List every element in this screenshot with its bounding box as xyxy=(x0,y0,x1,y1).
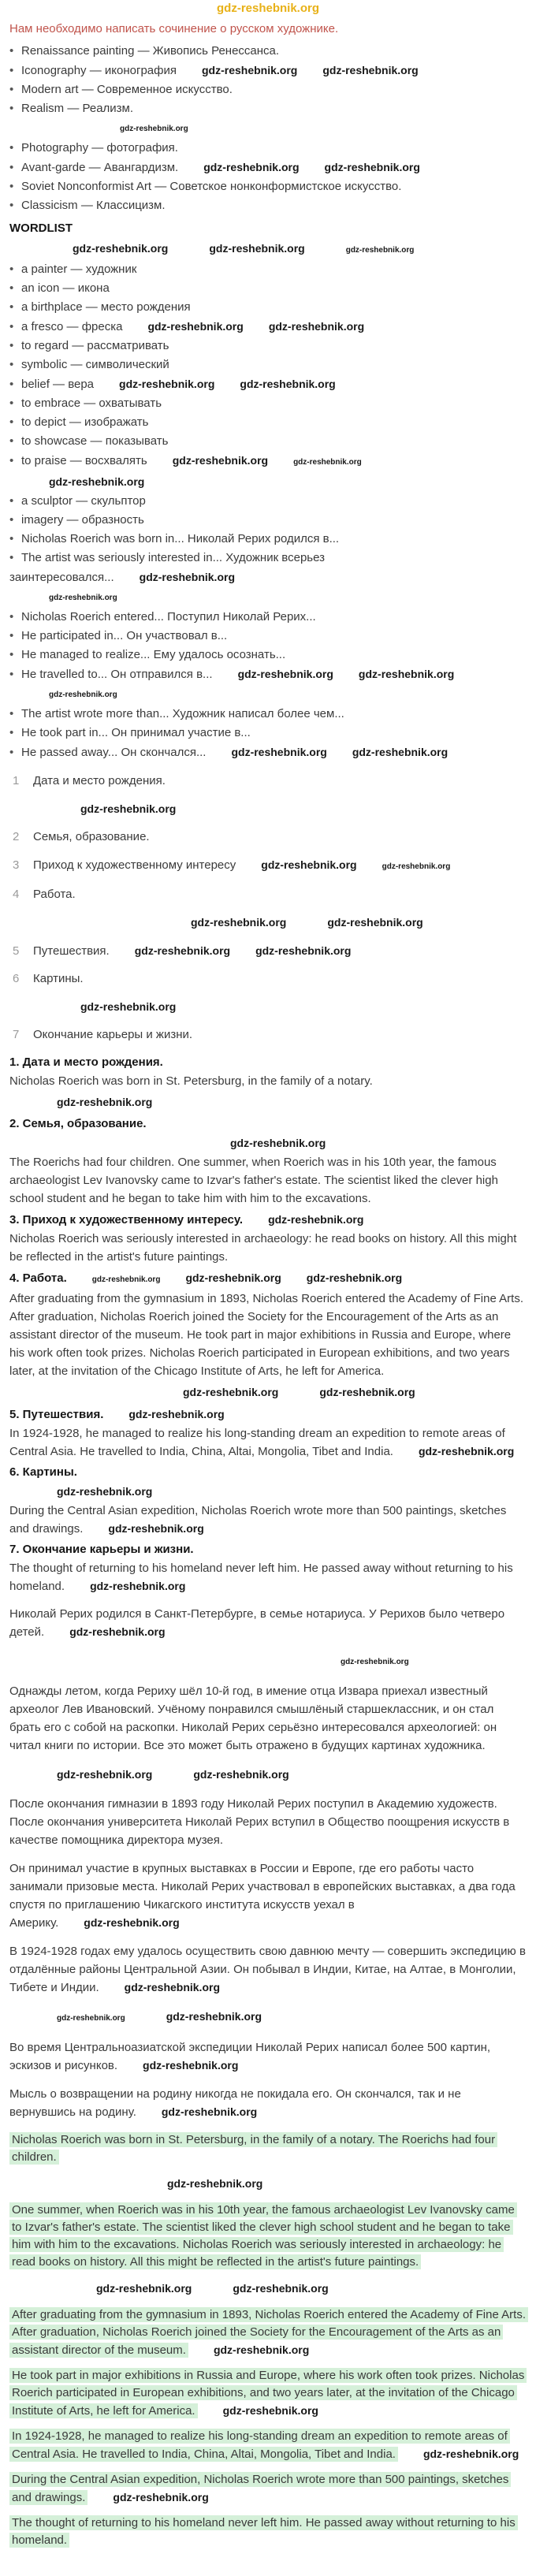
watermark: gdz-reshebnik.org xyxy=(237,668,333,680)
list-item xyxy=(9,627,527,646)
bullet-icon: • xyxy=(9,610,14,624)
paragraph xyxy=(9,1424,527,1461)
watermark: gdz-reshebnik.org xyxy=(191,916,287,929)
watermark-line xyxy=(49,472,527,492)
plan-item-text: Окончание карьеры и жизни. xyxy=(33,1028,193,1041)
watermark: gdz-reshebnik.org xyxy=(57,1768,153,1781)
watermark: gdz-reshebnik.org xyxy=(84,1916,180,1929)
paragraph-text: В 1924-1928 годах ему удалось осуществить свою давнюю мечту — совершить экспедицию в отдалённые районы Центральной Азии. Он побывал в Индии, Китае, на Алтае, в Монголии, Тибете и Индии. xyxy=(9,1945,526,1994)
watermark: gdz-reshebnik.org xyxy=(268,1213,364,1226)
bullet-icon: • xyxy=(9,668,14,681)
list-item-text: Classicism — Классицизм. xyxy=(21,199,166,212)
list-item xyxy=(9,279,527,298)
answer-paragraph xyxy=(9,2515,527,2549)
list-item xyxy=(9,177,527,196)
bullet-icon: • xyxy=(9,396,14,410)
watermark: gdz-reshebnik.org xyxy=(91,1275,161,1284)
list-item xyxy=(9,374,527,394)
list-item xyxy=(9,158,527,177)
watermark: gdz-reshebnik.org xyxy=(119,378,215,390)
bullet-icon: • xyxy=(9,513,14,527)
paragraph-text: After graduating from the gymnasium in 1893, Nicholas Roerich entered the Academy of Fine Arts. After graduation, Nicholas Roerich joined the Society for the Encouragement of the Arts as an assistant director of the museum. He took part in major exhibitions in Russia and Europe, where his work often took prizes. Nicholas Roerich participated in European exhibitions, and two years later, at the invitation of the Chicago Institute of Arts, he left for America. xyxy=(9,1292,524,1378)
list-item xyxy=(9,705,527,724)
list-item-text: The artist wrote more than... Художник написал более чем... xyxy=(21,707,344,720)
paragraph xyxy=(9,1795,527,1849)
paragraph xyxy=(9,1502,527,1538)
plan-item-number: 2 xyxy=(13,830,20,843)
watermark-line xyxy=(57,1765,527,1785)
watermark: gdz-reshebnik.org xyxy=(49,475,145,488)
list-item xyxy=(9,608,527,627)
watermark-line xyxy=(120,118,527,139)
plan-item-text: Работа. xyxy=(33,888,76,901)
watermark: gdz-reshebnik.org xyxy=(49,594,117,602)
paragraph xyxy=(9,1942,527,1997)
list-item-text: to regard — рассматривать xyxy=(21,339,169,352)
plan-item-text: Дата и место рождения. xyxy=(33,774,166,787)
plan-item xyxy=(9,941,527,961)
watermark-line xyxy=(96,2279,527,2299)
plan-item-number: 5 xyxy=(13,944,20,958)
section-heading xyxy=(9,1405,527,1424)
watermark: gdz-reshebnik.org xyxy=(185,1271,281,1284)
plan-item xyxy=(9,828,527,847)
watermark: gdz-reshebnik.org xyxy=(230,1137,326,1149)
watermark: gdz-reshebnik.org xyxy=(108,1522,204,1535)
watermark: gdz-reshebnik.org xyxy=(418,1445,515,1457)
watermark: gdz-reshebnik.org xyxy=(124,1981,221,1993)
section-heading xyxy=(9,1268,527,1290)
watermark: gdz-reshebnik.org xyxy=(306,1271,403,1284)
watermark-line xyxy=(191,913,527,932)
watermark: gdz-reshebnik.org xyxy=(358,668,455,680)
answer-paragraph xyxy=(9,2202,527,2271)
watermark: gdz-reshebnik.org xyxy=(49,691,117,699)
list-item xyxy=(9,317,527,337)
paragraph-text: One summer, when Roerich was in his 10th year, the famous archaeologist Lev Ivanovsky came to Izvar's father's estate. The scientist liked the clever high school student and he began to take him with him to the excavations. Nicholas Roerich was seriously interested in archaeology: he read books on history. All this might be reflected in the artist's future paintings. xyxy=(9,2202,517,2269)
list-item-text: Nicholas Roerich was born in... Николай Рерих родился в... xyxy=(21,532,340,545)
plan-item-text: Путешествия. xyxy=(33,944,110,958)
paragraph-text: The thought of returning to his homeland never left him. He passed away without returning to his homeland. xyxy=(9,2515,518,2548)
list-item-text: to embrace — охватывать xyxy=(21,396,162,410)
watermark: gdz-reshebnik.org xyxy=(319,1386,415,1398)
bullet-icon: • xyxy=(9,648,14,661)
watermark-line xyxy=(230,1134,527,1153)
list-item-text: a birthplace — место рождения xyxy=(21,300,191,314)
bullet-icon: • xyxy=(9,434,14,448)
list-item xyxy=(9,511,527,530)
list-item xyxy=(9,42,527,61)
paragraph xyxy=(9,1290,527,1380)
plan-item-number: 1 xyxy=(13,774,20,787)
list-item xyxy=(9,743,527,762)
paragraph-text: Мысль о возвращении на родину никогда не покидала его. Он скончался, так и не вернувшись на родину. xyxy=(9,2087,461,2119)
watermark: gdz-reshebnik.org xyxy=(57,1485,153,1498)
watermark-line xyxy=(73,239,527,260)
list-item-text: He passed away... Он скончался... xyxy=(21,746,207,759)
paragraph xyxy=(9,1682,527,1755)
watermark: gdz-reshebnik.org xyxy=(422,2448,519,2460)
watermark: gdz-reshebnik.org xyxy=(172,454,269,467)
watermark: gdz-reshebnik.org xyxy=(322,64,419,76)
list-item xyxy=(9,530,527,549)
watermark: gdz-reshebnik.org xyxy=(80,802,177,815)
list-item xyxy=(9,196,527,215)
section-heading xyxy=(9,1463,527,1482)
section-heading-text: 4. Работа. xyxy=(9,1271,67,1285)
bullet-icon: • xyxy=(9,180,14,193)
watermark: gdz-reshebnik.org xyxy=(120,125,188,133)
watermark: gdz-reshebnik.org xyxy=(255,944,352,957)
list-item xyxy=(9,664,527,684)
bullet-icon: • xyxy=(9,358,14,371)
bullet-icon: • xyxy=(9,161,14,174)
section-heading-text: 5. Путешествия. xyxy=(9,1408,104,1421)
list-item-text: He travelled to... Он отправился в... xyxy=(21,668,213,681)
watermark: gdz-reshebnik.org xyxy=(128,1408,225,1420)
paragraph-text: Nicholas Roerich was born in St. Petersburg, in the family of a notary. The Roerichs had four children. xyxy=(9,2132,497,2165)
paragraph-text: Nicholas Roerich was seriously interested in archaeology: he read books on history. All this might be reflected in the artist's future paintings. xyxy=(9,1232,517,1264)
list-item xyxy=(9,139,527,158)
paragraph xyxy=(9,1559,527,1595)
list-item-text: a painter — художник xyxy=(21,262,137,276)
bullet-icon: • xyxy=(9,64,14,77)
list-item-text: Photography — фотография. xyxy=(21,141,178,154)
watermark: gdz-reshebnik.org xyxy=(327,916,423,929)
plan-item xyxy=(9,772,527,791)
watermark: gdz-reshebnik.org xyxy=(209,242,305,255)
paragraph-text: Николай Рерих родился в Санкт-Петербурге, в семье нотариуса. У Рерихов было четверо детей. xyxy=(9,1607,505,1639)
bullet-icon: • xyxy=(9,746,14,759)
plan-item-number: 7 xyxy=(13,1028,20,1041)
list-item xyxy=(9,549,527,587)
bullet-icon: • xyxy=(9,415,14,429)
paragraph-text: During the Central Asian expedition, Nicholas Roerich wrote more than 500 paintings, sketches and drawings. xyxy=(9,1504,507,1536)
answer-paragraph xyxy=(9,2306,527,2359)
paragraph-text: In 1924-1928, he managed to realize his long-standing dream an expedition to remote areas of Central Asia. He travelled to India, China, Altai, Mongolia, Tibet and India. xyxy=(9,1427,505,1458)
paragraph-text: The Roerichs had four children. One summer, when Roerich was in his 10th year, the famous archaeologist Lev Ivanovsky came to Izvar's father's estate. The scientist liked the clever high school student and he began to take him with him to the excavations. xyxy=(9,1156,498,1205)
list-item xyxy=(9,724,527,743)
bullet-icon: • xyxy=(9,262,14,276)
watermark: gdz-reshebnik.org xyxy=(222,2404,318,2417)
paragraph-text: After graduating from the gymnasium in 1893, Nicholas Roerich entered the Academy of Fine Arts. After graduation, Nicholas Roerich joined the Society for the Encouragement of the Arts as an assistant director of the museum. xyxy=(9,2307,528,2358)
list-item-text: imagery — образность xyxy=(21,513,144,527)
watermark-line xyxy=(57,2007,527,2028)
wordlist xyxy=(9,239,527,762)
bullet-icon: • xyxy=(9,378,14,391)
watermark-line xyxy=(183,1383,527,1402)
bullet-icon: • xyxy=(9,281,14,295)
list-item xyxy=(9,80,527,99)
paragraph xyxy=(9,1072,527,1090)
list-item xyxy=(9,61,527,80)
bullet-icon: • xyxy=(9,726,14,739)
list-item xyxy=(9,451,527,472)
watermark: gdz-reshebnik.org xyxy=(57,2014,125,2023)
list-item xyxy=(9,356,527,374)
paragraph xyxy=(9,2038,527,2075)
section-heading-text: 3. Приход к художественному интересу. xyxy=(9,1213,244,1227)
watermark-line xyxy=(167,2174,527,2194)
list-item-text: to showcase — показывать xyxy=(21,434,169,448)
list-item-text: He participated in... Он участвовал в... xyxy=(21,629,228,642)
watermark-line xyxy=(49,684,527,705)
paragraph-text: The thought of returning to his homeland never left him. He passed away without returning to his homeland. xyxy=(9,1562,513,1593)
list-item-text: Nicholas Roerich entered... Поступил Николай Рерих... xyxy=(21,610,316,624)
list-item-text: an icon — икона xyxy=(21,281,110,295)
list-item xyxy=(9,413,527,432)
plan-item xyxy=(9,885,527,904)
watermark: gdz-reshebnik.org xyxy=(341,1658,409,1666)
watermark: gdz-reshebnik.org xyxy=(90,1580,186,1592)
watermark: gdz-reshebnik.org xyxy=(57,1096,153,1108)
watermark: gdz-reshebnik.org xyxy=(293,458,362,467)
bullet-icon: • xyxy=(9,454,14,467)
paragraph-text: Nicholas Roerich was born in St. Petersburg, in the family of a notary. xyxy=(9,1074,373,1088)
answer-paragraph xyxy=(9,2131,527,2166)
list-item xyxy=(9,260,527,279)
bullet-icon: • xyxy=(9,629,14,642)
answer-paragraph xyxy=(9,2428,527,2463)
watermark: gdz-reshebnik.org xyxy=(352,746,449,758)
watermark: gdz-reshebnik.org xyxy=(201,64,298,76)
bullet-icon: • xyxy=(9,300,14,314)
wordlist-title: WORDLIST xyxy=(9,221,73,235)
bullet-icon: • xyxy=(9,44,14,58)
list-item-text: Renaissance painting — Живопись Ренессанса. xyxy=(21,44,280,58)
watermark: gdz-reshebnik.org xyxy=(203,161,300,173)
watermark: gdz-reshebnik.org xyxy=(147,320,244,333)
list-item-text: He took part in... Он принимал участие в... xyxy=(21,726,251,739)
list-item-text: Realism — Реализм. xyxy=(21,102,134,115)
section-heading-text: 2. Семья, образование. xyxy=(9,1117,147,1130)
watermark: gdz-reshebnik.org xyxy=(69,1625,166,1638)
section-heading-text: 1. Дата и место рождения. xyxy=(9,1055,163,1069)
list-item-text: He managed to realize... Ему удалось осознать... xyxy=(21,648,286,661)
section-heading xyxy=(9,1053,527,1072)
watermark: gdz-reshebnik.org xyxy=(139,571,236,583)
list-item-text: The artist was seriously interested in... Художник всерьез заинтересовался... xyxy=(9,551,325,584)
watermark-line xyxy=(80,997,527,1017)
watermark: gdz-reshebnik.org xyxy=(134,944,231,957)
section-heading-text: 7. Окончание карьеры и жизни. xyxy=(9,1543,194,1556)
watermark: gdz-reshebnik.org xyxy=(240,378,336,390)
watermark: gdz-reshebnik.org xyxy=(216,2,320,15)
section-heading xyxy=(9,1115,527,1134)
section-heading xyxy=(9,1210,527,1230)
list-item-text: Avant-garde — Авангардизм. xyxy=(21,161,179,174)
answer-paragraph xyxy=(9,2471,527,2507)
paragraph-text: Однажды летом, когда Рериху шёл 10-й год, в имение отца Извара приехал известный археолог Лев Ивановский. Учёному понравился смышлёный старшеклассник, и он стал брать его с собой на раскопки. Николай Рерих серьёзно интересовался археологией: он читал книги по истории. Все это может быть отражено в будущих картинах художника. xyxy=(9,1684,497,1752)
list-item-text: to praise — восхвалять xyxy=(21,454,147,467)
list-item xyxy=(9,646,527,664)
paragraph xyxy=(9,1230,527,1266)
paragraph xyxy=(9,1859,527,1932)
paragraph xyxy=(9,1605,527,1641)
essay-outline xyxy=(9,1053,527,1595)
bullet-icon: • xyxy=(9,83,14,96)
plan-item xyxy=(9,970,527,988)
final-answer xyxy=(9,2131,527,2549)
plan-item xyxy=(9,1026,527,1044)
section-heading-text: 6. Картины. xyxy=(9,1465,77,1479)
list-item xyxy=(9,492,527,511)
list-item xyxy=(9,298,527,317)
paragraph-text: During the Central Asian expedition, Nicholas Roerich wrote more than 500 paintings, sketches and drawings. xyxy=(9,2472,511,2505)
watermark: gdz-reshebnik.org xyxy=(382,862,451,871)
bullet-icon: • xyxy=(9,141,14,154)
watermark: gdz-reshebnik.org xyxy=(167,2177,263,2190)
paragraph-text: In 1924-1928, he managed to realize his long-standing dream an expedition to remote areas of Central Asia. He travelled to India, China, Altai, Mongolia, Tibet and India. xyxy=(9,2429,510,2462)
paragraph-text: Он принимал участие в крупных выставках в России и Европе, где его работы часто занимали призовые места. Николай Рерих участвовал в европейских выставках, а два года спустя по приглашению Чикагского института искусств уехал в Америку. xyxy=(9,1862,516,1930)
watermark: gdz-reshebnik.org xyxy=(193,1768,289,1781)
plan-item-text: Приход к художественному интересу xyxy=(33,858,236,872)
watermark: gdz-reshebnik.org xyxy=(261,858,357,871)
russian-translation xyxy=(9,1605,527,2121)
bullet-icon: • xyxy=(9,551,14,564)
bullet-icon: • xyxy=(9,707,14,720)
watermark: gdz-reshebnik.org xyxy=(80,1000,177,1013)
section-heading xyxy=(9,1540,527,1559)
watermark-line xyxy=(57,1093,527,1112)
list-item-text: Modern art — Современное искусство. xyxy=(21,83,233,96)
task-intro-line: Нам необходимо написать сочинение о русском художнике. xyxy=(9,22,339,35)
watermark: gdz-reshebnik.org xyxy=(213,2343,310,2356)
watermark: gdz-reshebnik.org xyxy=(231,746,327,758)
bullet-icon: • xyxy=(9,494,14,508)
watermark: gdz-reshebnik.org xyxy=(96,2282,192,2295)
list-item-text: Iconography — иконография xyxy=(21,64,177,77)
watermark: gdz-reshebnik.org xyxy=(268,320,365,333)
list-item xyxy=(9,99,527,118)
list-item xyxy=(9,394,527,413)
paragraph-text: После окончания гимназии в 1893 году Николай Рерих поступил в Академию художеств. После окончания университета Николай Рерих вступил в Общество поощрения искусств в качестве помощника директора музея. xyxy=(9,1797,510,1847)
watermark: gdz-reshebnik.org xyxy=(345,246,415,255)
answer-paragraph xyxy=(9,2367,527,2420)
bullet-icon: • xyxy=(9,339,14,352)
paragraph-text: Во время Центральноазиатской экспедиции Николай Рерих написал более 500 картин, эскизов и рисунков. xyxy=(9,2041,491,2072)
paragraph xyxy=(9,1153,527,1208)
list-item-text: symbolic — символический xyxy=(21,358,169,371)
plan-item-number: 6 xyxy=(13,972,20,985)
watermark-line xyxy=(341,1651,527,1672)
watermark-line xyxy=(80,799,527,819)
paragraph-text: He took part in major exhibitions in Russia and Europe, where his work often took prizes. Nicholas Roerich participated in European exhibitions, and two years later, at the invitation of the Chicago Institute of Arts, he left for America. xyxy=(9,2368,527,2418)
paragraph xyxy=(9,2085,527,2121)
watermark: gdz-reshebnik.org xyxy=(233,2282,329,2295)
list-item-text: a fresco — фреска xyxy=(21,320,123,333)
watermark: gdz-reshebnik.org xyxy=(166,2010,262,2023)
plan-item xyxy=(9,855,527,877)
watermark-line xyxy=(57,1482,527,1502)
essay-plan-list xyxy=(9,772,527,1044)
list-item xyxy=(9,432,527,451)
list-item-text: Soviet Nonconformist Art — Советское нонконформистское искусство. xyxy=(21,180,402,193)
bullet-icon: • xyxy=(9,320,14,333)
watermark: gdz-reshebnik.org xyxy=(324,161,420,173)
watermark: gdz-reshebnik.org xyxy=(73,242,169,255)
list-item-text: belief — вера xyxy=(21,378,95,391)
bullet-icon: • xyxy=(9,199,14,212)
watermark: gdz-reshebnik.org xyxy=(113,2491,209,2503)
plan-item-number: 4 xyxy=(13,888,20,901)
list-item-text: to depict — изображать xyxy=(21,415,149,429)
topics-list xyxy=(9,42,527,215)
watermark-line xyxy=(49,587,527,608)
watermark: gdz-reshebnik.org xyxy=(161,2105,258,2118)
watermark: gdz-reshebnik.org xyxy=(183,1386,279,1398)
list-item-text: a sculptor — скульптор xyxy=(21,494,146,508)
plan-item-text: Картины. xyxy=(33,972,84,985)
list-item xyxy=(9,337,527,356)
bullet-icon: • xyxy=(9,532,14,545)
plan-item-number: 3 xyxy=(13,858,20,872)
bullet-icon: • xyxy=(9,102,14,115)
watermark: gdz-reshebnik.org xyxy=(143,2059,239,2072)
plan-item-text: Семья, образование. xyxy=(33,830,150,843)
